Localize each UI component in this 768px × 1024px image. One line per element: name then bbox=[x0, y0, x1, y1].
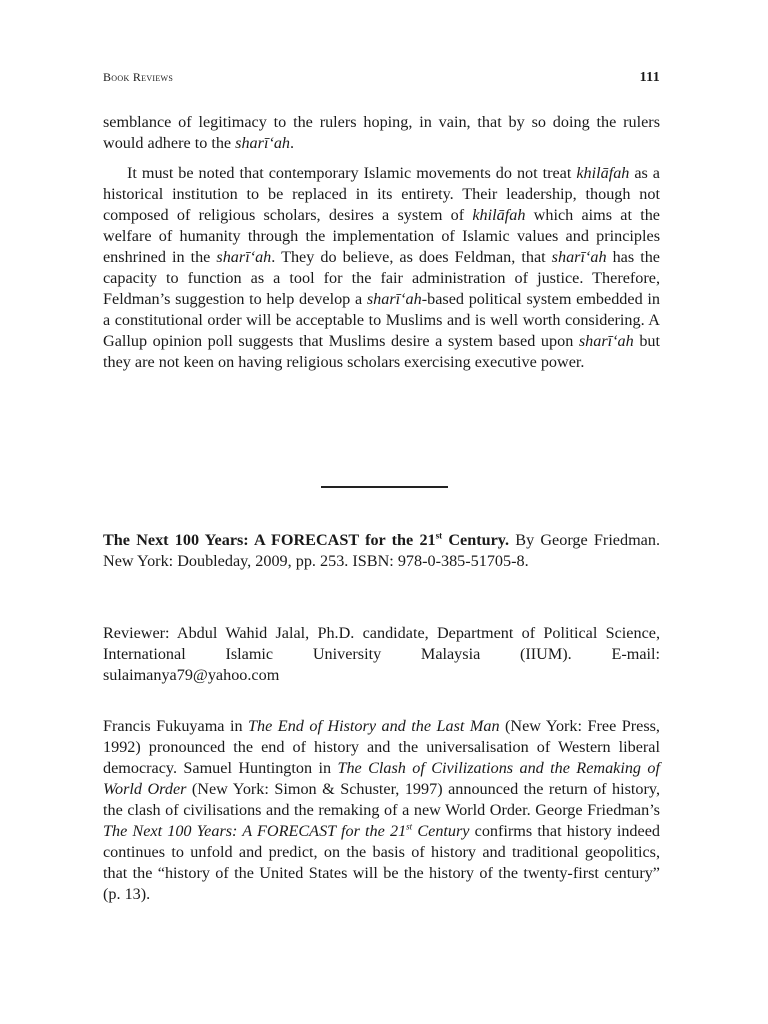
paragraph-1 bbox=[103, 112, 660, 154]
paragraph-3 bbox=[103, 716, 660, 905]
italic-term: sharī‘ah bbox=[366, 290, 422, 308]
page-number: 111 bbox=[639, 70, 660, 85]
italic-term: sharī‘ah bbox=[578, 332, 634, 350]
italic-term: khilāfah bbox=[576, 164, 630, 182]
text-run: -based political system embedded in a constitutional order will be acceptable to Muslims and is well worth considering. A Gallup opinion poll suggests that Muslims desire a system based upon bbox=[103, 290, 660, 350]
citation-details: By George Friedman. New York: Doubleday, 2009, pp. 253. ISBN: 978-0-385-51705-8. bbox=[103, 531, 661, 570]
text-run: It must be noted that contemporary Islamic movements do not treat bbox=[127, 164, 577, 182]
italic-title: The Clash of Civilizations and the Remaking of World Order bbox=[103, 759, 661, 798]
title-text: Century bbox=[412, 822, 470, 840]
paragraph-2 bbox=[103, 163, 660, 373]
book-title bbox=[103, 531, 509, 549]
title-superscript: st bbox=[435, 530, 443, 541]
italic-title: The End of History and the Last Man bbox=[248, 717, 500, 735]
title-text: The Next 100 Years: A FORECAST for the 21 bbox=[103, 822, 407, 840]
text-run: confirms that history indeed continues to unfold and predict, on the basis of history and traditional geopolitics, that the “history of the United States will be the history of the twenty-first century” (p. 13). bbox=[103, 822, 660, 903]
text-run: (New York: Simon & Schuster, 1997) announced the return of history, the clash of civilisations and the remaking of a new World Order. George Friedman’s bbox=[103, 780, 660, 819]
text-run: but they are not keen on having religious scholars exercising executive power. bbox=[103, 332, 661, 371]
book-citation bbox=[103, 530, 660, 572]
title-text: Century. bbox=[442, 531, 510, 549]
italic-term: sharī‘ah bbox=[235, 134, 291, 152]
running-head: Book Reviews bbox=[103, 70, 174, 84]
italic-term: khilāfah bbox=[472, 206, 526, 224]
text-run: which aims at the welfare of humanity through the implementation of Islamic values and principles enshrined in the bbox=[103, 206, 660, 266]
section-divider bbox=[321, 486, 448, 488]
italic-term: sharī‘ah bbox=[551, 248, 607, 266]
page bbox=[103, 0, 660, 1024]
text-run: Francis Fukuyama in bbox=[103, 717, 249, 735]
text-run: as a historical institution to be replaced in its entirety. Their leadership, though not composed of religious scholars, desires a system of bbox=[103, 164, 660, 224]
text-run: . They do believe, as does Feldman, that bbox=[271, 248, 552, 266]
text-run: . bbox=[290, 134, 295, 152]
title-superscript: st bbox=[406, 821, 413, 832]
running-header bbox=[103, 70, 660, 86]
text-run: has the capacity to function as a tool for the fair administration of justice. Therefore, Feldman’s suggestion to help develop a bbox=[103, 248, 660, 308]
reviewer-info: Reviewer: Abdul Wahid Jalal, Ph.D. candidate, Department of Political Science, International Islamic University Malaysia (IIUM). E-mail: sulaimanya79@yahoo.com bbox=[103, 624, 660, 684]
italic-title bbox=[103, 822, 469, 840]
text-run: (New York: Free Press, 1992) pronounced the end of history and the universalisation of Western liberal democracy. Samuel Huntington in bbox=[103, 717, 660, 777]
text-run: semblance of legitimacy to the rulers hoping, in vain, that by so doing the rulers would adhere to the bbox=[103, 113, 660, 152]
title-text: The Next 100 Years: A FORECAST for the 21 bbox=[103, 531, 436, 549]
italic-term: sharī‘ah bbox=[216, 248, 272, 266]
